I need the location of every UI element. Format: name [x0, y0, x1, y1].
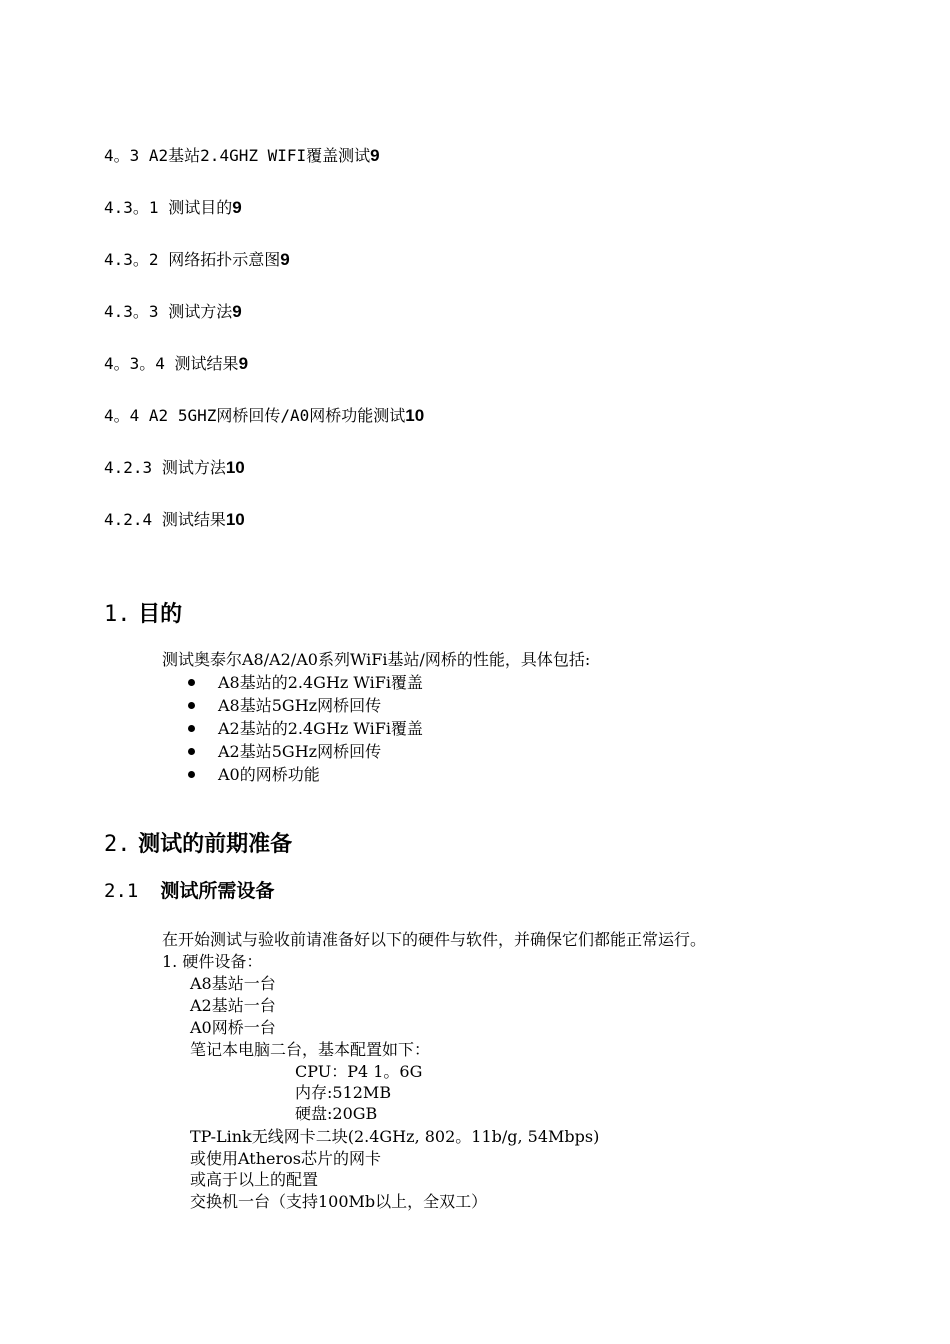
hardware-item: A8基站一台 [190, 974, 276, 993]
toc-entry-page: 10 [225, 510, 245, 529]
toc-entry[interactable] [104, 145, 380, 167]
toc-entry-number: 4.2.3 [104, 458, 153, 477]
toc-entry[interactable] [104, 197, 242, 219]
hardware-item: TP-Link无线网卡二块(2.4GHz, 802。11b/g, 54Mbps) [190, 1127, 600, 1146]
toc-entry-title: 测试结果 [174, 354, 239, 373]
list-item [162, 763, 423, 786]
bullet-icon [188, 771, 195, 778]
toc-entry-title: 基站2.4GHZ WIFI覆盖测试 [168, 146, 371, 165]
section-number: 1. [104, 602, 131, 627]
toc-entry-title: 测试结果 [161, 510, 226, 529]
section-1-intro: 测试奥泰尔A8/A2/A0系列WiFi基站/网桥的性能，具体包括: [162, 650, 591, 669]
list-item [162, 694, 423, 717]
subsection-2-1-heading [104, 878, 274, 904]
bullet-icon [188, 679, 195, 686]
section-2-heading [104, 831, 292, 859]
laptop-spec: 硬盘:20GB [295, 1104, 378, 1123]
bullet-text: A2基站的2.4GHz WiFi覆盖 [218, 719, 423, 738]
subsection-number: 2.1 [104, 880, 139, 902]
hardware-item: 交换机一台（支持100Mb以上，全双工） [190, 1192, 488, 1211]
toc-entry-page: 9 [280, 250, 290, 269]
hardware-item: 笔记本电脑二台，基本配置如下： [190, 1040, 431, 1059]
toc-entry-number: 4。3 A2 [104, 146, 169, 165]
toc-entry-number: 4。4 A2 [104, 406, 169, 425]
bullet-icon [188, 702, 195, 709]
toc-entry-page: 9 [232, 198, 242, 217]
subsection-title: 测试所需设备 [160, 880, 275, 902]
bullet-text: A8基站5GHz网桥回传 [218, 696, 382, 715]
hardware-item: 或使用Atheros芯片的网卡 [190, 1149, 381, 1168]
goal-bullet-list [162, 671, 423, 786]
toc-entry-title: 5GHZ网桥回传/A0网桥功能测试 [177, 406, 406, 425]
toc-entry-number: 4.3。3 [104, 302, 159, 321]
hardware-heading: 1. 硬件设备： [162, 952, 263, 971]
laptop-spec: 内存:512MB [295, 1083, 392, 1102]
hardware-item: 或高于以上的配置 [190, 1170, 319, 1189]
toc-entry-page: 9 [370, 146, 380, 165]
toc-entry[interactable] [104, 353, 248, 375]
section-1-heading [104, 601, 182, 629]
bullet-text: A2基站5GHz网桥回传 [218, 742, 382, 761]
section-title: 测试的前期准备 [138, 832, 293, 857]
toc-entry[interactable] [104, 457, 245, 479]
hardware-item: A2基站一台 [190, 996, 276, 1015]
toc-entry[interactable] [104, 405, 424, 427]
toc-entry[interactable] [104, 249, 290, 271]
list-item [162, 740, 423, 763]
section-title: 目的 [138, 602, 183, 627]
toc-entry-page: 10 [225, 458, 245, 477]
toc-entry[interactable] [104, 301, 242, 323]
laptop-spec: CPU：P4 1。6G [295, 1062, 423, 1081]
toc-entry-number: 4。3。4 [104, 354, 165, 373]
bullet-icon [188, 725, 195, 732]
toc-entry-title: 网络拓扑示意图 [168, 250, 281, 269]
toc-entry-title: 测试目的 [168, 198, 233, 217]
section-number: 2. [104, 832, 131, 857]
list-item [162, 671, 423, 694]
toc-entry-page: 9 [232, 302, 242, 321]
bullet-text: A0的网桥功能 [218, 765, 320, 784]
toc-entry-number: 4.3。2 [104, 250, 159, 269]
toc-entry-title: 测试方法 [168, 302, 233, 321]
toc-entry-title: 测试方法 [161, 458, 226, 477]
section-2-intro: 在开始测试与验收前请准备好以下的硬件与软件，并确保它们都能正常运行。 [162, 930, 707, 949]
bullet-icon [188, 748, 195, 755]
toc-entry-page: 9 [238, 354, 249, 373]
toc-entry-page: 10 [405, 406, 425, 425]
toc-entry-number: 4.2.4 [104, 510, 153, 529]
toc-entry-number: 4.3。1 [104, 198, 159, 217]
toc-entry[interactable] [104, 509, 245, 531]
list-item [162, 717, 423, 740]
bullet-text: A8基站的2.4GHz WiFi覆盖 [218, 673, 423, 692]
hardware-item: A0网桥一台 [190, 1018, 276, 1037]
